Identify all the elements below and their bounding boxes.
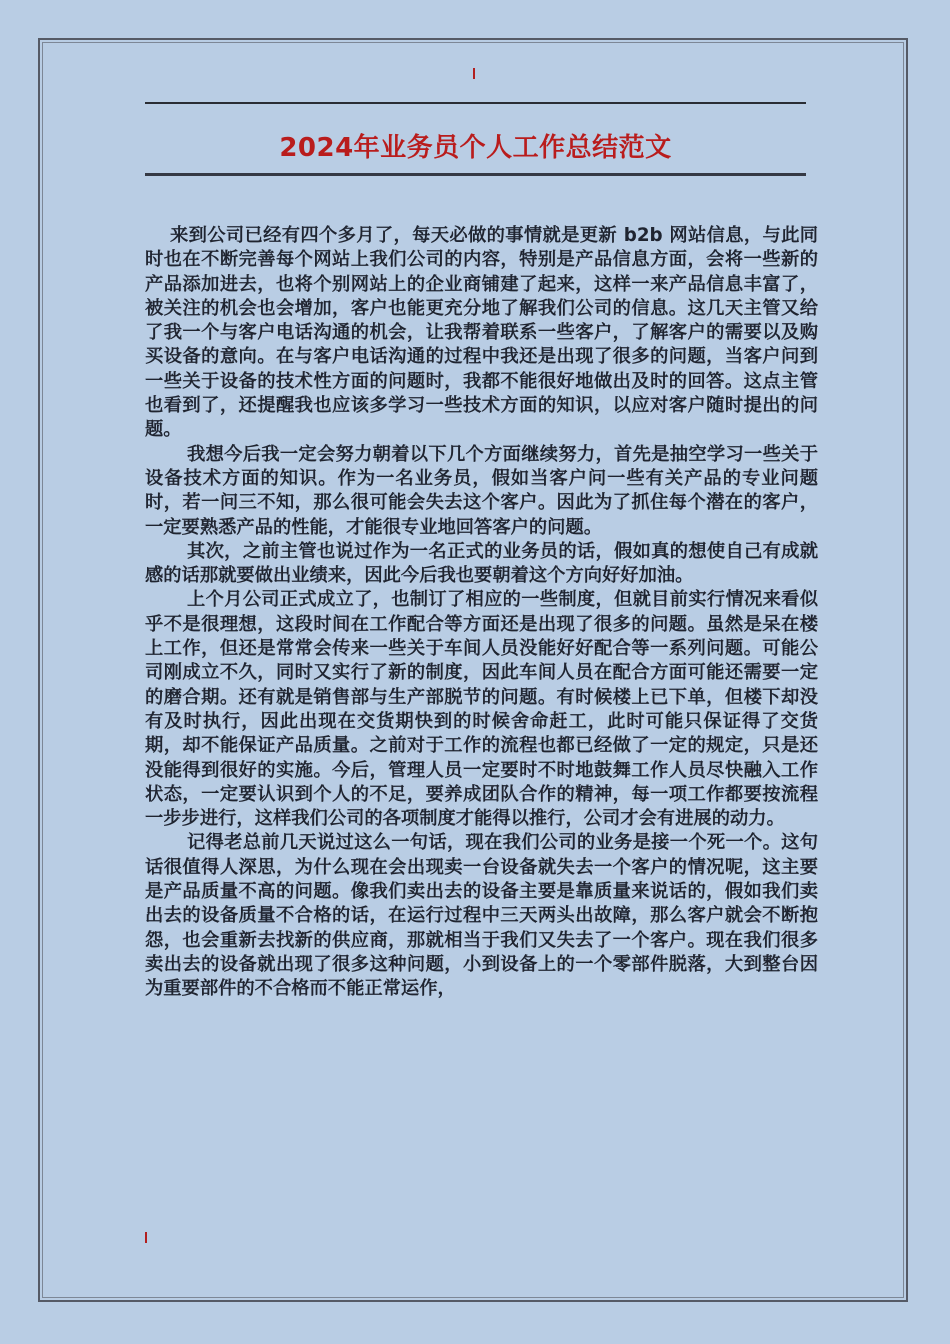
paragraph-4: 上个月公司正式成立了，也制订了相应的一些制度，但就目前实行情况来看似乎不是很理想，这段时间在工作配合等方面还是出现了很多的问题。虽然是呆在楼上工作，但还是常常会传来一些关于车间人员没能好好配合等一系列问题。可能公司刚成立不久，同时又实行了新的制度，因此车间人员在配合方面可能还需要一定的磨合期。还有就是销售部与生产部脱节的问题。有时候楼上已下单，但楼下却没有及时执行，因此出现在交货期快到的时候舍命赶工，此时可能只保证得了交货期，却不能保证产品质量。之前对于工作的流程也都已经做了一定的规定，只是还没能得到很好的实施。今后，管理人员一定要时不时地鼓舞工作人员尽快融入工作状态，一定要认识到个人的不足，要养成团队合作的精神，每一项工作都要按流程一步步进行，这样我们公司的各项制度才能得以推行，公司才会有进展的动力。 xyxy=(145,589,818,830)
header-rule xyxy=(145,102,806,104)
paragraph-3: 其次，之前主管也说过作为一名正式的业务员的话，假如真的想使自己有成就感的话那就要做出业绩来，因此今后我也要朝着这个方向好好加油。 xyxy=(145,540,818,587)
paragraph-5: 记得老总前几天说过这么一句话，现在我们公司的业务是接一个死一个。这句话很值得人深思，为什么现在会出现卖一台设备就失去一个客户的情况呢，这主要是产品质量不高的问题。像我们卖出去的设备主要是靠质量来说话的，假如我们卖出去的设备质量不合格的话，在运行过程中三天两头出故障，那么客户就会不断抱怨，也会重新去找新的供应商，那就相当于我们又失去了一个客户。现在我们很多卖出去的设备就出现了很多这种问题，小到设备上的一个零部件脱落，大到整台因为重要部件的不合格而不能正常运作， xyxy=(145,832,818,1000)
document-body xyxy=(145,224,818,1002)
header-mark xyxy=(473,68,475,79)
document-title: 2024年业务员个人工作总结范文 xyxy=(279,133,672,163)
title-rule xyxy=(145,173,806,176)
footer-mark xyxy=(145,1232,147,1243)
paragraph-1: 来到公司已经有四个多月了，每天必做的事情就是更新 b2b 网站信息，与此同时也在不断完善每个网站上我们公司的内容，特别是产品信息方面，会将一些新的产品添加进去，也将个别网站上的企业商铺建了起来，这样一来产品信息丰富了，被关注的机会也会增加，客户也能更充分地了解我们公司的信息。这几天主管又给了我一个与客户电话沟通的机会，让我帮着联系一些客户，了解客户的需要以及购买设备的意向。在与客户电话沟通的过程中我还是出现了很多的问题，当客户问到一些关于设备的技术性方面的问题时，我都不能很好地做出及时的回答。这点主管也看到了，还提醒我也应该多学习一些技术方面的知识，以应对客户随时提出的问题。 xyxy=(145,225,818,441)
paragraph-2: 我想今后我一定会努力朝着以下几个方面继续努力，首先是抽空学习一些关于设备技术方面的知识。作为一名业务员，假如当客户问一些有关产品的专业问题时，若一问三不知，那么很可能会失去这个客户。因此为了抓住每个潜在的客户，一定要熟悉产品的性能，才能很专业地回答客户的问题。 xyxy=(145,443,818,538)
